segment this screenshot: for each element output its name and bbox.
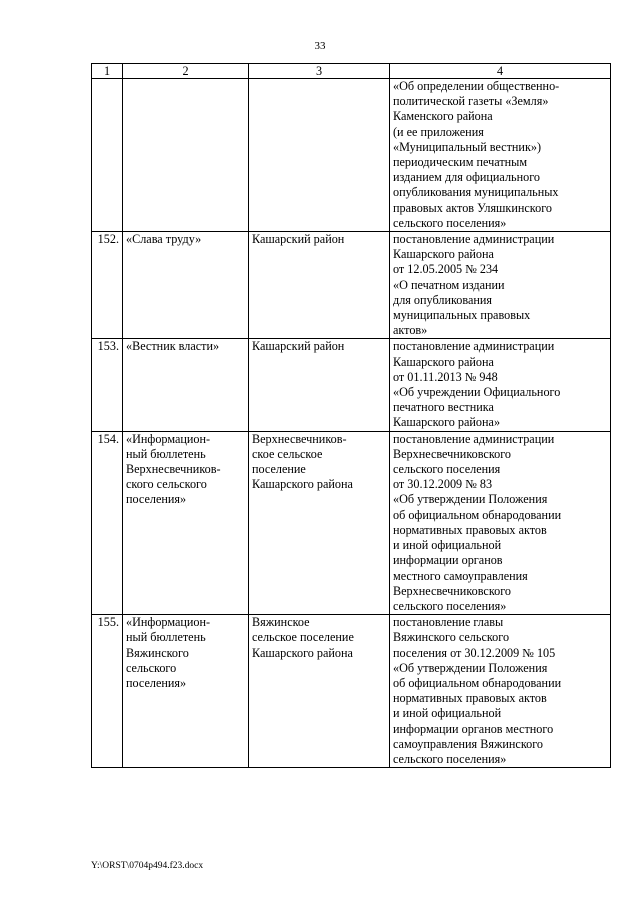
text-line: изданием для официального [393, 170, 540, 185]
text-line: «Вестник власти» [126, 339, 220, 354]
text-line: Вяжинское [252, 615, 310, 630]
text-line: «Об учреждении Официального [393, 385, 561, 400]
text-line: сельского [126, 660, 177, 675]
text-line: периодическим печатным [393, 155, 528, 170]
cell-num: 154. [92, 431, 123, 614]
text-line: и иной официальной [393, 706, 502, 721]
text-line: об официальном обнародовании [393, 675, 562, 690]
text-line: Кашарского района [252, 645, 353, 660]
text-line: сельского поселения» [393, 215, 507, 230]
text-line: Кашарский район [252, 232, 345, 247]
text-line: «Муниципальный вестник») [393, 139, 542, 154]
text-line: «Об определении общественно- [393, 79, 560, 93]
text-line: Кашарского района» [393, 415, 501, 430]
text-line: от 12.05.2005 № 234 [393, 262, 499, 277]
table-row [92, 431, 611, 614]
text-line: актов» [393, 323, 428, 338]
text-line: постановление главы [393, 615, 504, 630]
text-line: постановление администрации [393, 431, 555, 446]
text-line: информации органов местного [393, 721, 554, 736]
cell-territory [249, 431, 390, 614]
cell-document [390, 615, 611, 768]
text-line: «Об утверждении Положения [393, 492, 548, 507]
cell-title [123, 79, 249, 232]
text-line: сельское поселение [252, 630, 354, 645]
header-col-2: 2 [123, 64, 249, 79]
text-line: местного самоуправления [393, 568, 528, 583]
text-line: поселения» [126, 492, 187, 507]
cell-territory [249, 615, 390, 768]
text-line: Верхнесвечников- [252, 431, 347, 446]
text-line: об официальном обнародовании [393, 507, 562, 522]
text-line: Верхнесвечниковского [393, 583, 512, 598]
text-line: Каменского района [393, 109, 493, 124]
text-line: информации органов [393, 553, 503, 568]
cell-title [123, 431, 249, 614]
header-col-3: 3 [249, 64, 390, 79]
text-line: «Об утверждении Положения [393, 660, 548, 675]
text-line: «О печатном издании [393, 277, 505, 292]
text-line: Кашарского района [252, 477, 353, 492]
file-path-footer: Y:\ORST\0704p494.f23.docx [91, 861, 204, 871]
text-line: сельского поселения» [393, 751, 507, 766]
cell-territory [249, 79, 390, 232]
cell-document [390, 431, 611, 614]
text-line: постановление администрации [393, 339, 555, 354]
text-line: (и ее приложения [393, 124, 484, 139]
text-line: ского сельского [126, 477, 207, 492]
text-line: политической газеты «Земля» [393, 94, 549, 109]
continuation-row [92, 79, 611, 232]
table-row [92, 232, 611, 339]
cell-document [390, 79, 611, 232]
cell-document [390, 232, 611, 339]
text-line: нормативных правовых актов [393, 691, 547, 706]
text-line: «Информацион- [126, 431, 211, 446]
text-line: для опубликования [393, 292, 493, 307]
text-line: ный бюллетень [126, 446, 206, 461]
cell-num [92, 79, 123, 232]
cell-title [123, 615, 249, 768]
text-line: нормативных правовых актов [393, 522, 547, 537]
text-line: правовых актов Уляшкинского [393, 200, 552, 215]
cell-document [390, 339, 611, 431]
text-line: Вяжинского [126, 645, 189, 660]
text-line: Кашарский район [252, 339, 345, 354]
cell-title [123, 339, 249, 431]
text-line: от 01.11.2013 № 948 [393, 369, 498, 384]
cell-num: 153. [92, 339, 123, 431]
text-line: поселения» [126, 675, 187, 690]
text-line: поселение [252, 462, 306, 477]
header-col-4: 4 [390, 64, 611, 79]
cell-territory [249, 232, 390, 339]
header-row [92, 64, 611, 79]
cell-title [123, 232, 249, 339]
page-number: 33 [314, 40, 326, 52]
text-line: печатного вестника [393, 400, 494, 415]
cell-territory [249, 339, 390, 431]
cell-num: 152. [92, 232, 123, 339]
text-line: «Информацион- [126, 615, 211, 630]
text-line: и иной официальной [393, 538, 502, 553]
header-col-1: 1 [92, 64, 123, 79]
text-line: Верхнесвечниковского [393, 446, 512, 461]
text-line: постановление администрации [393, 232, 555, 247]
text-line: муниципальных правовых [393, 308, 531, 323]
text-line: ный бюллетень [126, 630, 206, 645]
text-line: Верхнесвечников- [126, 462, 221, 477]
text-line: опубликования муниципальных [393, 185, 559, 200]
table-row [92, 339, 611, 431]
text-line: «Слава труду» [126, 232, 202, 247]
table-row [92, 615, 611, 768]
text-line: сельского поселения [393, 462, 501, 477]
cell-num: 155. [92, 615, 123, 768]
text-line: Кашарского района [393, 354, 494, 369]
text-line: Кашарского района [393, 247, 494, 262]
text-line: Вяжинского сельского [393, 630, 510, 645]
text-line: самоуправления Вяжинского [393, 736, 544, 751]
text-line: от 30.12.2009 № 83 [393, 477, 493, 492]
text-line: ское сельское [252, 446, 323, 461]
registry-table [91, 63, 611, 768]
text-line: поселения от 30.12.2009 № 105 [393, 645, 556, 660]
text-line: сельского поселения» [393, 598, 507, 613]
